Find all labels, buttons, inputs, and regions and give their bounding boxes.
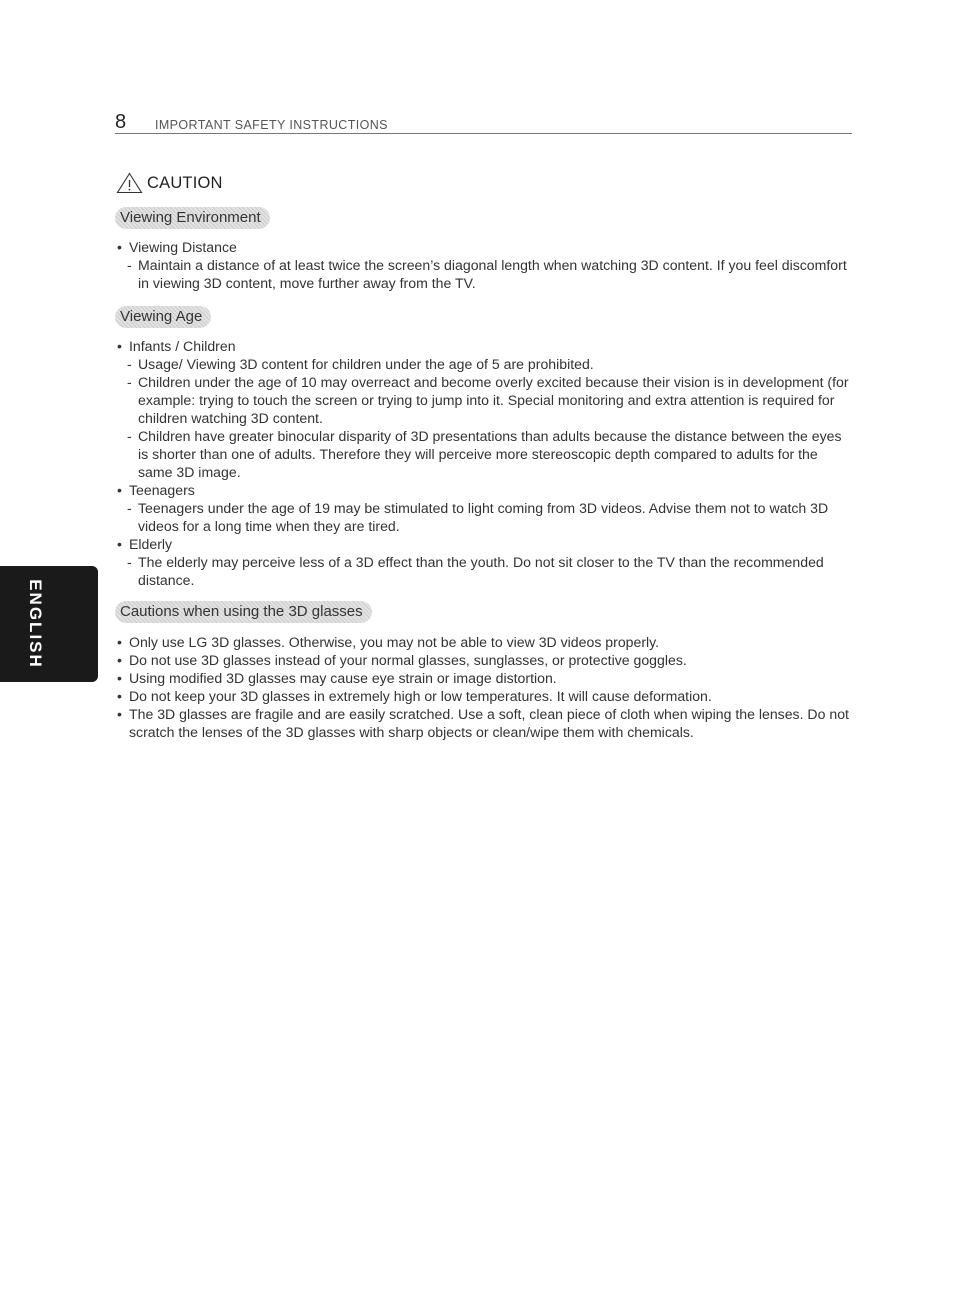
list-item: • Elderly xyxy=(117,535,852,553)
list-subitem: - Teenagers under the age of 19 may be stimulated to light coming from 3D videos. Advise them not to watch 3D videos for a long time when they are tired. xyxy=(117,499,852,535)
section-title-glasses: Cautions when using the 3D glasses xyxy=(115,601,372,623)
list-item: • Teenagers xyxy=(117,481,852,499)
list-item: • Do not use 3D glasses instead of your normal glasses, sunglasses, or protective goggles. xyxy=(117,651,852,669)
page-number: 8 xyxy=(115,111,127,133)
list-subitem: - Children have greater binocular disparity of 3D presentations than adults because the distance between the eyes is shorter than one of adults. Therefore they will perceive more stereoscopic depth compared to adults for the same 3D image. xyxy=(117,427,852,481)
section-title-viewing-age: Viewing Age xyxy=(115,306,211,328)
warning-triangle-icon xyxy=(116,172,143,194)
list-item: • Infants / Children xyxy=(117,337,852,355)
list-item: • Do not keep your 3D glasses in extremely high or low temperatures. It will cause deformation. xyxy=(117,687,852,705)
list-subitem: - Usage/ Viewing 3D content for children under the age of 5 are prohibited. xyxy=(117,355,852,373)
list-item: • Only use LG 3D glasses. Otherwise, you may not be able to view 3D videos properly. xyxy=(117,633,852,651)
list-item: • Using modified 3D glasses may cause eye strain or image distortion. xyxy=(117,669,852,687)
list-item: • Viewing Distance xyxy=(117,238,852,256)
language-side-tab xyxy=(0,566,98,682)
viewing-environment-list xyxy=(117,238,852,292)
list-subitem: - Children under the age of 10 may overreact and become overly excited because their vision is in development (for example: trying to touch the screen or trying to jump into it. Special monitoring and extra attention is required for children watching 3D content. xyxy=(117,373,852,427)
language-label: ENGLISH xyxy=(26,579,45,669)
viewing-age-list xyxy=(117,337,852,589)
header-section-title: IMPORTANT SAFETY INSTRUCTIONS xyxy=(155,118,388,132)
glasses-list xyxy=(117,633,852,741)
list-subitem: - The elderly may perceive less of a 3D effect than the youth. Do not sit closer to the TV than the recommended distance. xyxy=(117,553,852,589)
page-header xyxy=(115,112,852,134)
list-item: • The 3D glasses are fragile and are easily scratched. Use a soft, clean piece of cloth when wiping the lenses. Do not scratch the lenses of the 3D glasses with sharp objects or clean/wipe them with chemicals. xyxy=(117,705,852,741)
caution-label: CAUTION xyxy=(147,173,223,192)
list-subitem: - Maintain a distance of at least twice the screen’s diagonal length when watching 3D content. If you feel discomfort in viewing 3D content, move further away from the TV. xyxy=(117,256,852,292)
section-title-viewing-environment: Viewing Environment xyxy=(115,207,270,229)
caution-heading xyxy=(116,171,223,195)
